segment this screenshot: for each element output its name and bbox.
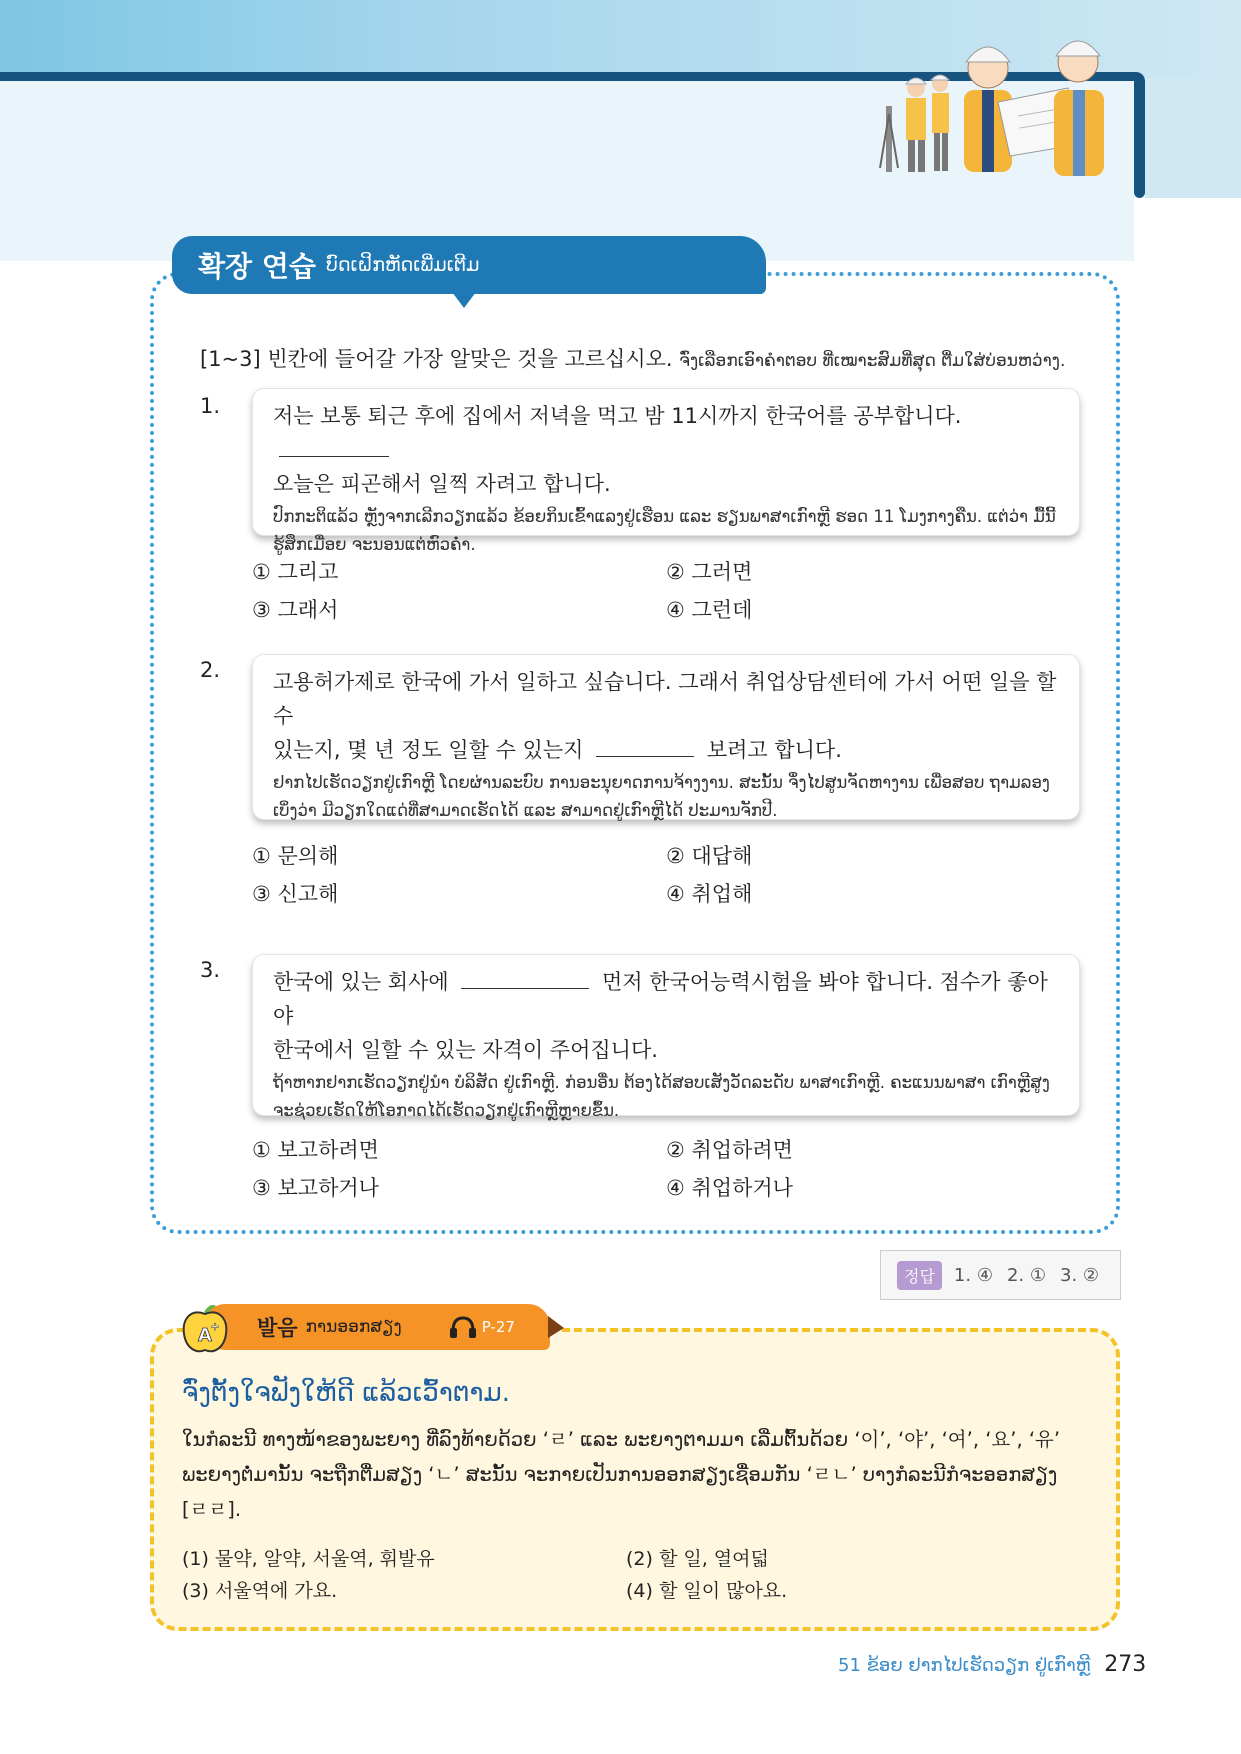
instruction-ko: [1~3] 빈칸에 들어갈 가장 알맞은 것을 고르십시오. (200, 347, 673, 371)
question-box-1 (252, 388, 1080, 554)
header-side-band (1145, 78, 1241, 198)
question-translation-lo: ປົກກະຕິແລ້ວ ຫຼັງຈາກເລີກວຽກແລ້ວ ຂ້ອຍກິນເຂົ້າແລງຢູ່ເຮືອນ ແລະ ຮຽນພາສາເກົາຫຼີ ຮອດ 11 ໂມງກາງຄືນ. ແຕ່ວ່າ ມື້ນີ້ ຮູ້ສຶກເມື່ອຍ ຈະນອນແຕ່ຫົວຄ່ຳ. (273, 507, 1056, 554)
question-line: 저는 보통 퇴근 후에 집에서 저녁을 먹고 밤 11시까지 한국어를 공부합니다. (273, 404, 962, 428)
option-3[interactable]: ③ 신고해 (252, 882, 339, 906)
svg-text:A: A (198, 1325, 212, 1346)
pronunciation-tab (205, 1304, 550, 1350)
audio-track-ref: P-27 (481, 1318, 515, 1336)
answer-key-label: 정답 (897, 1261, 942, 1290)
answer-blank (279, 436, 389, 457)
option-2[interactable]: ② 대답해 (666, 844, 753, 868)
question-text-ko (273, 399, 1061, 467)
question-line: 보려고 합니다. (706, 738, 842, 762)
worker-right-main (1054, 41, 1104, 176)
question-text-ko (273, 733, 1061, 767)
answer-key (880, 1250, 1121, 1300)
question-line: 고용허가제로 한국에 가서 일하고 싶습니다. 그래서 취업상담센터에 가서 어떤 일을 할 수 (273, 670, 1057, 728)
question-line: 먼저 한국어능력시험을 봐야 합니다. 점수가 좋아야 (273, 970, 1048, 1028)
apple-a-plus-icon (180, 1302, 230, 1356)
question-box-3 (252, 954, 1080, 1120)
chapter-title: 51 ຂ້ອຍ ຢາກໄປເຮັດວຽກ ຢູ່ເກົາຫຼີ (838, 1655, 1091, 1676)
explanation-line: ພະຍາງຕໍ່ມານັ້ນ ຈະຖືກຕື່ມສຽງ ‘ㄴ’ ສະນັ້ນ ຈະກາຍເປັນການອອກສຽງເຊື່ອມກັນ ‘ㄹㄴ’ ບາງກໍລະນີກໍຈະອອກສຽງ (182, 1463, 1058, 1486)
explanation-line: ໃນກໍລະນີ ທາງໜ້າຂອງພະຍາງ ທີ່ລົງທ້າຍດ້ວຍ ‘ㄹ’ ແລະ ພະຍາງຕາມມາ ເລີ່ມຕົ້ນດ້ວຍ ‘이’, ‘야’, ‘여’, ‘요’, ‘유’ (182, 1428, 1061, 1451)
extension-practice-tab (172, 236, 766, 294)
answer-blank (596, 736, 694, 757)
option-1[interactable]: ① 보고하려면 (252, 1138, 379, 1162)
option-4[interactable]: ④ 그런데 (666, 598, 753, 622)
pronunciation-title-ko: 발음 (257, 1316, 298, 1340)
question-translation-lo: ຖ້າຫາກຢາກເຮັດວຽກຢູ່ນຳ ບໍລິສັດ ຢູ່ເກົາຫຼີ. ກ່ອນອື່ນ ຕ້ອງໄດ້ສອບເສັງວັດລະດັບ ພາສາເກົາຫຼີ. ຄະແນນພາສາ ເກົາຫຼີສູງ ຈະຊ່ວຍເຮັດໃຫ້ໂອກາດໄດ້ເຮັດວຽກຢູ່ເກົາຫຼີຫຼາຍຂຶ້ນ. (273, 1073, 1050, 1120)
answer-item: 1. ④ (953, 1264, 993, 1286)
answer-item: 3. ② (1060, 1264, 1100, 1286)
page-footer (838, 1652, 1146, 1677)
option-3[interactable]: ③ 그래서 (252, 598, 339, 622)
pronunciation-explanation (182, 1422, 1102, 1527)
headphones-icon[interactable] (448, 1315, 478, 1339)
answer-item: 2. ① (1006, 1264, 1047, 1286)
option-4[interactable]: ④ 취업하거나 (666, 1176, 793, 1200)
svg-text:+: + (210, 1320, 220, 1333)
question-line: 한국에서 일할 수 있는 자격이 주어집니다. (273, 1038, 658, 1062)
option-1[interactable]: ① 그리고 (252, 560, 339, 584)
extension-tab-pointer (452, 292, 476, 308)
question-text-ko (273, 965, 1061, 1033)
question-line: 있는지, 몇 년 정도 일할 수 있는지 (273, 738, 584, 762)
pronunciation-example: (1) 물약, 알약, 서울역, 휘발유 (182, 1548, 435, 1570)
question-number: 2. (200, 658, 221, 682)
instruction-lo: ຈົ່ງເລືອກເອົາຄຳຕອບ ທີ່ເໝາະສົມທີ່ສຸດ ຕື່ມໃສ່ບ່ອນຫວ່າງ. (679, 351, 1066, 371)
extension-title-lo: ບົດເຝິກຫັດເພີ່ມເຕີມ (325, 254, 480, 276)
page-number: 273 (1104, 1652, 1147, 1677)
pronunciation-example: (3) 서울역에 가요. (182, 1580, 338, 1602)
question-box-2 (252, 654, 1080, 820)
option-2[interactable]: ② 그러면 (666, 560, 753, 584)
question-number: 3. (200, 958, 221, 982)
option-1[interactable]: ① 문의해 (252, 844, 339, 868)
worker-background-left (880, 75, 949, 172)
question-line: 한국에 있는 회사에 (273, 970, 449, 994)
option-2[interactable]: ② 취업하려면 (666, 1138, 793, 1162)
option-3[interactable]: ③ 보고하거나 (252, 1176, 379, 1200)
explanation-line: [ㄹㄹ]. (182, 1498, 242, 1521)
option-4[interactable]: ④ 취업해 (666, 882, 753, 906)
pronunciation-example: (4) 할 일이 많아요. (626, 1580, 788, 1602)
pronunciation-heading: ຈົ່ງຕັ້ງໃຈຟັງໃຫ້ດີ ແລ້ວເວົ້າຕາມ. (182, 1378, 511, 1408)
header-rule-vertical (1134, 80, 1145, 198)
workers-illustration (868, 18, 1120, 188)
answer-blank (461, 968, 589, 989)
instruction (200, 343, 1100, 373)
question-translation-lo: ຢາກໄປເຮັດວຽກຢູ່ເກົາຫຼີ ໂດຍຜ່ານລະບົບ ການອະນຸຍາດການຈ້າງງານ. ສະນັ້ນ ຈຶ່ງໄປສູນຈັດຫາງານ ເພື່ອສອບ ຖາມລອງເບິ່ງວ່າ ມີວຽກໃດແດ່ທີ່ສາມາດເຮັດໄດ້ ແລະ ສາມາດຢູ່ເກົາຫຼີໄດ້ ປະມານຈັກປີ. (273, 773, 1050, 820)
pronunciation-title-lo: ການອອກສຽງ (305, 1317, 402, 1337)
extension-title-ko: 확장 연습 (198, 250, 316, 283)
question-number: 1. (200, 394, 221, 418)
question-line: 오늘은 피곤해서 일찍 자려고 합니다. (273, 472, 611, 496)
pronunciation-tab-pointer (548, 1316, 564, 1338)
pronunciation-example: (2) 할 일, 열여덟 (626, 1548, 769, 1570)
